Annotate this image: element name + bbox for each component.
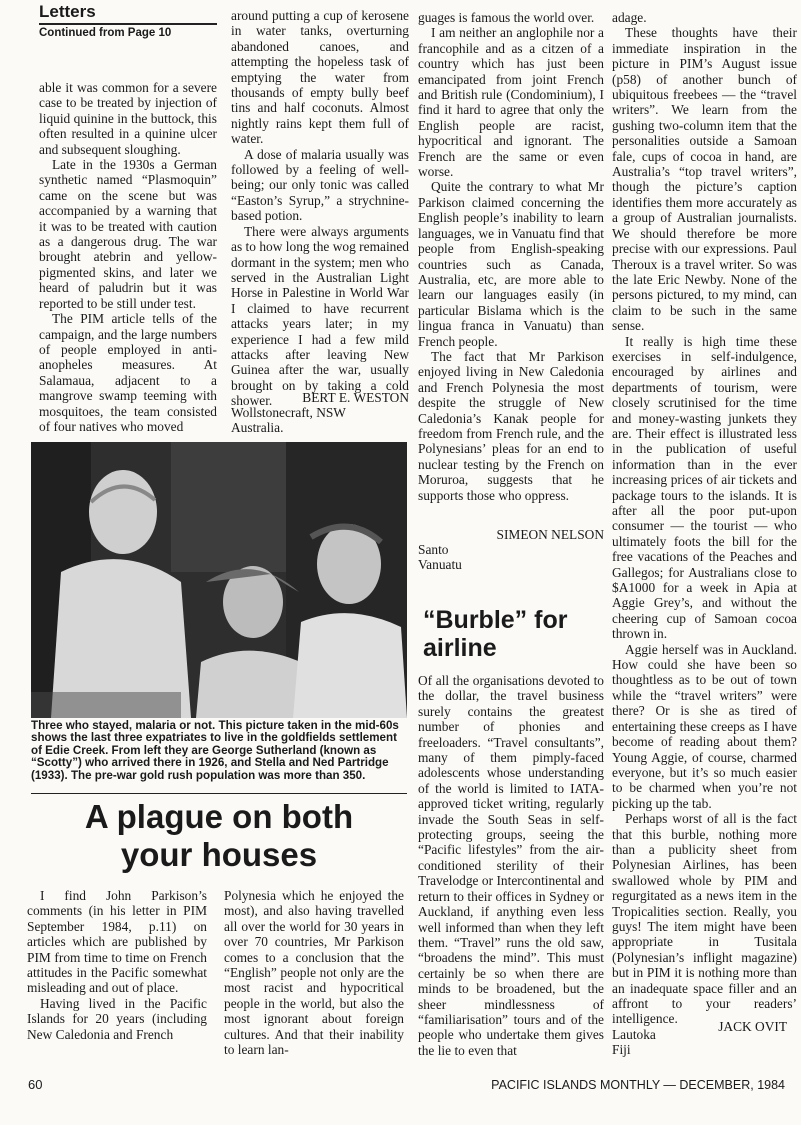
letter1-location — [231, 405, 409, 436]
paragraph: Of all the organisations devoted to the dollar, the travel business surely contains the greatest number of phonies and freeloaders. “Travel consultants”, many of them pimply-faced adolescents whose understanding of the world is limited to IATA-approved ticket writing, regularly invade the South Seas in self-protecting groups, seeing the “Pacific lifestyles” from the air-conditioned sterility of their Travelodge or Intercontinental and return to their offices in Sydney or Auckland, if anything even less well informed than when they left them. “Travel” runs the old saw, “broadens the mind”. This must certainly be so when there are minds to be broadened, but the sheer mindlessness of “familiarisation” tours and of the people who undertake them gives the lie to even that — [418, 673, 604, 1058]
paragraph: Quite the contrary to what Mr Parkison claimed concerning the English people’s inability to learn languages, we in Vanuatu find that people from English-speaking countries such as Canada, Australia, etc, are more able to learn our languages easily (in particular Bislama which is the lingua franca in Vanuatu) than French people. — [418, 179, 604, 349]
paragraph: Polynesia which he enjoyed the most), and also having travelled all over the world for 30 years in over 70 countries, Mr Parkison comes to a conclusion that the “English” people not only are the most racist and hypocritical people in the world, but also the most ignorant about foreign cultures. And that their inability to learn lan- — [224, 888, 404, 1058]
paragraph: Aggie herself was in Auckland. How could she have been so thoughtless as to be out of town while the “travel writers” were there? Or is she as tired of entertaining these creeps as I have become of reading about them? Young Aggie, of course, charmed everyone, but it’s so much easier to be charmed when you’re not picking up the tab. — [612, 641, 797, 811]
paragraph: guages is famous the world over. — [418, 10, 595, 25]
location-line: Wollstonecraft, NSW — [231, 405, 346, 420]
paragraph: The fact that Mr Parkison enjoyed living in New Caledonia and French Polynesia the most despite the struggle of New Caledonia’s Kanak people for freedom from French rule, and the Polynesians’ pleas for an end to nuclear testing by the French on Moruroa, suggests that he supports those who oppress. — [418, 348, 604, 503]
section-title: Letters — [39, 2, 96, 21]
location-line: Fiji — [612, 1042, 631, 1058]
letter3-headline-line-1: “Burble” for — [423, 606, 568, 634]
photo-image — [31, 442, 407, 718]
paragraph: The PIM article tells of the campaign, and the large numbers of people employed in anti-anopheles measures. At Salamaua, adjacent to a mangrove swamp teeming with mosquitoes, the team consisted of four natives who moved — [39, 311, 217, 434]
location-line: Santo — [418, 542, 449, 557]
paragraph: adage. — [612, 10, 647, 25]
paragraph: Perhaps worst of all is the fact that this burble, nothing more than a publicity sheet from Polynesian Airlines, has been swallowed whole by PIM and regurgitated as a news item in the Tropicalities section. Really, you guys! The item might have been appropriate in Tusitala (Polynesian’s inflight magazine) but in PIM it is nothing more than an inadequate space filler and an affront to your readers’ intelligence. — [612, 811, 797, 1027]
continued-label: Continued from Page 10 — [39, 27, 172, 39]
paragraph: There were always arguments as to how long the wog remained dormant in the system; men who served in the Australian Light Horse in Palestine in World War I claimed to have recurrent attacks years later; in my experience I had a few mild attacks after leaving New Guinea after the war, usually brought on by taking a cold shower. — [231, 223, 409, 409]
paragraph: A dose of malaria usually was followed by a feeling of well-being; our only tonic was called “Easton’s Syrup,” a strychnine-based potion. — [231, 146, 409, 224]
paragraph: around putting a cup of kerosene in water tanks, overturning abandoned canoes, and attempting the hopeless task of emptying the water from thousands of empty bully beef tins and half coconuts. Almost nightly rains kept them full of water. — [231, 8, 409, 147]
letter2-headline-line-1: A plague on both — [84, 798, 354, 835]
letter3-headline-line-2: airline — [423, 634, 497, 662]
historical-photo — [31, 442, 407, 718]
letter2-column-1 — [27, 888, 207, 1042]
letter3-signature: JACK OVIT — [718, 1019, 787, 1034]
letter3-location — [612, 1027, 732, 1058]
letter2-location — [418, 542, 604, 573]
letter2-headline — [31, 798, 407, 874]
paragraph: Late in the 1930s a German synthetic named “Plasmoquin” came on the scene but was accompanied by a warning that it was to be treated with caution as a dangerous drug. The war brought atebrin and yellow-pigmented skins, and later we heard of paludrin but it was reported to be still under test. — [39, 157, 217, 311]
section-rule — [39, 23, 217, 25]
page-number: 60 — [28, 1077, 43, 1092]
publication-footer: PACIFIC ISLANDS MONTHLY — DECEMBER, 1984 — [491, 1078, 785, 1092]
paragraph: I am neither an anglophile nor a francophile and as a citzen of a country which has just been emancipated from joint French and British rule (Condominium), I find it hard to agree that only the English people are racist, hypocritical and ignorant. The French are the same or even worse. — [418, 25, 604, 180]
location-line: Australia. — [231, 420, 284, 436]
letter3-column-3 — [418, 673, 604, 1058]
letter2-column-2 — [224, 888, 404, 1057]
paragraph: able it was common for a severe case to be treated by injection of liquid quinine in the buttock, this often resulted in a quinine ulcer and subsequent sloughing. — [39, 80, 217, 157]
paragraph: I find John Parkison’s comments (in his letter in PIM September 1984, p.11) on articles which are published by PIM from time to time on French attitudes in the Pacific somewhat misleading and out of place. — [27, 888, 207, 996]
letter1-column-1 — [39, 80, 217, 434]
caption-rule — [31, 793, 407, 794]
paragraph: Having lived in the Pacific Islands for 20 years (including New Caledonia and French — [27, 995, 207, 1042]
location-line: Lautoka — [612, 1027, 656, 1042]
letter3-headline — [423, 606, 603, 662]
letter2-signature: SIMEON NELSON — [496, 527, 604, 542]
letter1-signature: BERT E. WESTON — [302, 390, 409, 405]
location-line: Vanuatu — [418, 557, 462, 573]
letter3-column-4 — [612, 10, 797, 1027]
letter1-column-2 — [231, 8, 409, 409]
letter2-headline-line-2: your houses — [120, 836, 318, 873]
letter2-column-3 — [418, 10, 604, 503]
paragraph: These thoughts have their immediate inspiration in the picture in PIM’s August issue (p58) of another bunch of ubiquitous freebees — the “travel writers”. We learn from the gushing two-column item that the personalities outside a Samoan fale, cups of cocoa in hand, are Australia’s “top travel writers”, though the picture’s caption identifies them more accurately as a group of Australian journalists. We should therefore be more precise with our expressions. Paul Theroux is a travel writer. So was the late Eric Newby. None of the persons pictured, to my mind, can claim to be such in the same sense. — [612, 25, 797, 334]
photo-caption: Three who stayed, malaria or not. This picture taken in the mid-60s shows the last three expatriates to live in the goldfields settlement of Edie Creek. From left they are George Sutherland (known as “Scotty”) who arrived there in 1926, and Stella and Ned Partridge (1933). The pre-war gold rush population was more than 350. — [31, 719, 399, 782]
paragraph: It really is high time these exercises in self-indulgence, encouraged by airlines and departments of tourism, were closely scrutinised for the time and money-wasting junkets they are. Their effect is illustrated less in the publication of useful information than in the ever increasing prices of air tickets and package tours to the islands. It is after all the poor put-upon consumer — the tourist — who ultimately foots the bill for the free vacations of the Peaches and Gallegos; for Australians close to $A1000 for a week in Apia at Aggie Grey’s, and without the cheering cup of Samoan cocoa thrown in. — [612, 333, 797, 642]
